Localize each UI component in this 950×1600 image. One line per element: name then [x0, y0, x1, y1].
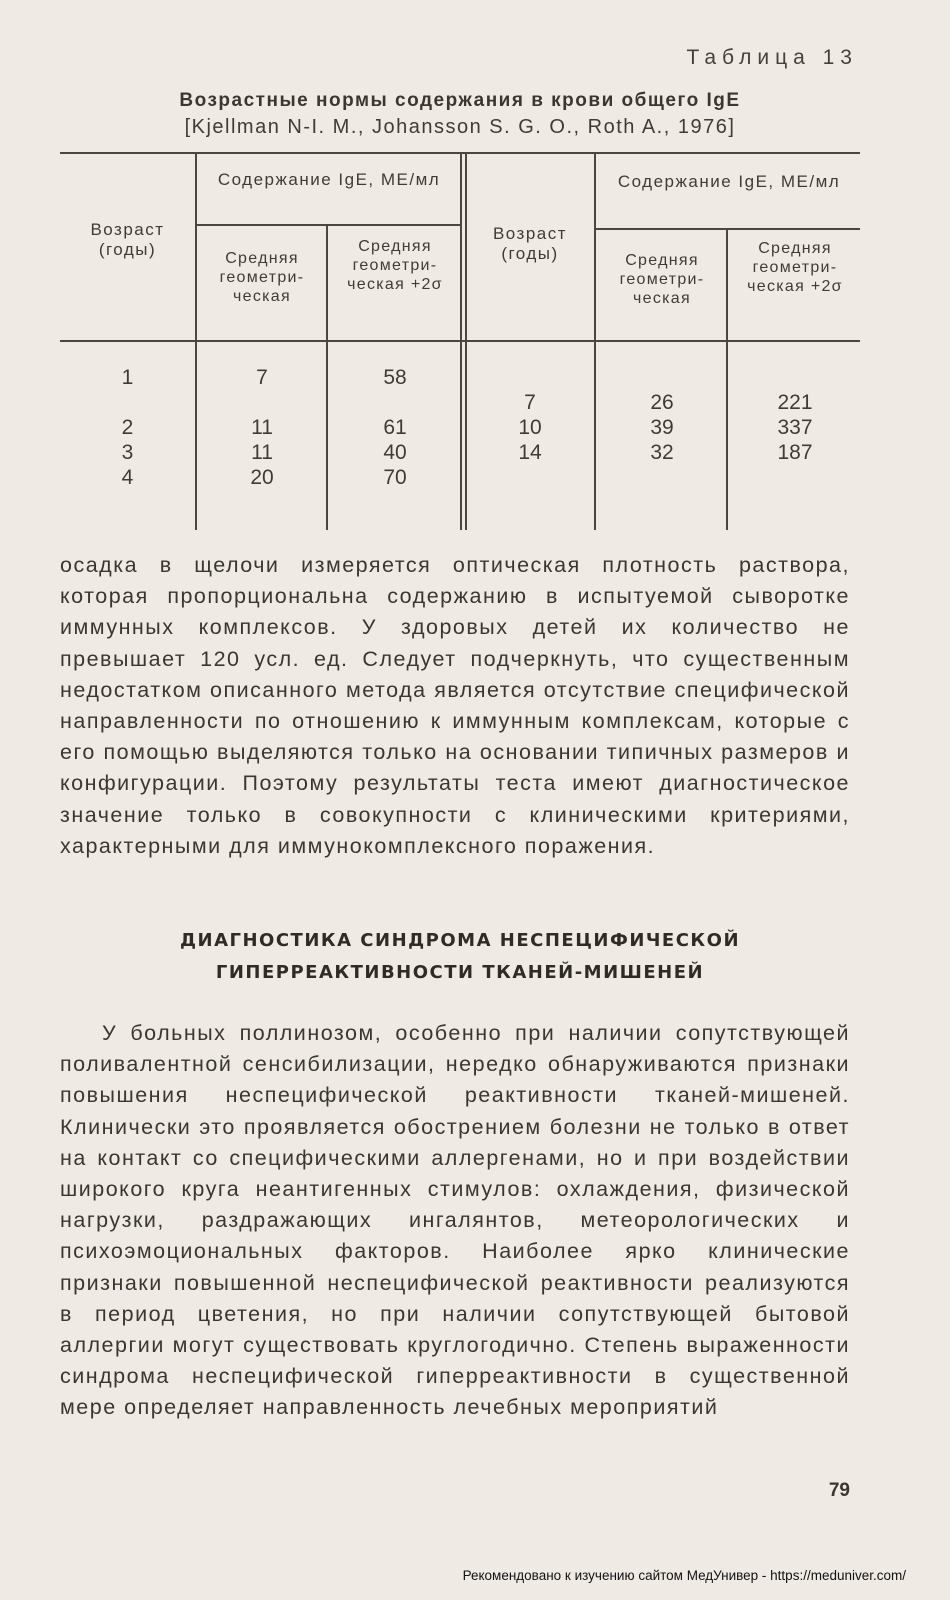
ige-norms-table — [60, 152, 860, 540]
center-double-rule-a — [460, 152, 462, 530]
age-cell: 10 — [518, 416, 542, 439]
left-mean-divider — [326, 224, 328, 530]
header-age-right: Возраст (годы) — [492, 224, 568, 264]
left-age-divider — [195, 152, 197, 530]
age-cell: 7 — [524, 391, 536, 414]
right-age-divider — [594, 152, 596, 530]
header-geo-mean-right: Средняя геометри- ческая — [619, 252, 705, 307]
header-age-left: Возраст (годы) — [90, 220, 165, 260]
geo-mean-2s-cell: 58 — [383, 366, 407, 389]
geo-mean-cell: 11 — [251, 441, 273, 464]
age-cell: 1 — [121, 366, 134, 389]
age-cell: 14 — [518, 441, 542, 464]
right-mean-divider — [726, 228, 728, 530]
center-double-rule-b — [465, 152, 467, 530]
header-content-left: Содержание IgE, МЕ/мл — [217, 170, 441, 189]
age-cell: 4 — [121, 466, 134, 489]
age-cell: 2 — [121, 416, 134, 439]
geo-mean-2s-cell: 187 — [777, 441, 813, 464]
table-number: Таблица 13 — [686, 46, 858, 69]
geo-mean-cell: 32 — [650, 441, 674, 464]
header-geo-mean-2s-left: Средняя геометри- ческая +2σ — [347, 238, 443, 293]
geo-mean-2s-cell: 221 — [777, 391, 813, 414]
body-paragraph-2: У больных поллинозом, особенно при наличии сопутствующей поливалентной сенсибилизации, нередко обнаруживаются признаки повышения неспецифической реактивности тканей-мишеней. Клинически это проявляется обострением болезни не только в ответ на контакт со специфическими аллергенами, но и при воздействии широкого круга неантигенных стимулов: охлаждения, физической нагрузки, раздражающих ингалянтов, метеорологических и психоэмоциональных факторов. Наиболее ярко клинические признаки повышенной неспецифической реактивности реализуются в период цветения, но при наличии сопутствующей бытовой аллергии могут существовать круглогодично. Степень выраженности синдрома неспецифической гиперреактивности в существенной мере определяет направленность лечебных мероприятий — [60, 1021, 850, 1420]
header-geo-mean-left: Средняя геометри- ческая — [219, 250, 305, 305]
header-content-right: Содержание IgE, МЕ/мл — [617, 172, 841, 191]
geo-mean-2s-cell: 61 — [383, 416, 407, 439]
geo-mean-2s-cell: 337 — [777, 416, 813, 439]
header-geo-mean-2s-right: Средняя геометри- ческая +2σ — [747, 240, 843, 295]
age-cell: 3 — [121, 441, 134, 464]
geo-mean-2s-cell: 40 — [383, 441, 407, 464]
section-heading-line-1: ДИАГНОСТИКА СИНДРОМА НЕСПЕЦИФИЧЕСКОЙ — [179, 930, 741, 951]
section-heading-line-2: ГИПЕРРЕАКТИВНОСТИ ТКАНЕЙ-МИШЕНЕЙ — [215, 962, 705, 983]
geo-mean-cell: 7 — [256, 366, 268, 389]
geo-mean-cell: 39 — [650, 416, 674, 439]
geo-mean-cell: 20 — [250, 466, 274, 489]
table-caption-reference: [Kjellman N-I. M., Johansson S. G. O., Roth A., 1976] — [184, 116, 736, 138]
geo-mean-2s-cell: 70 — [383, 466, 407, 489]
geo-mean-cell: 11 — [251, 416, 273, 439]
table-caption-title: Возрастные нормы содержания в крови общего IgE — [179, 90, 741, 111]
page-number: 79 — [828, 1480, 850, 1501]
footer-watermark: Рекомендовано к изучению сайтом МедУнивер - https://meduniver.com/ — [462, 1568, 906, 1583]
geo-mean-cell: 26 — [650, 391, 674, 414]
body-paragraph-1: осадка в щелочи измеряется оптическая плотность раствора, которая пропорциональна содержанию в испытуемой сыворотке иммунных комплексов. У здоровых детей их количество не превышает 120 усл. ед. Следует подчеркнуть, что существенным недостатком описанного метода является отсутствие специфической направленности по отношению к иммунным комплексам, которые с его помощью выделяются только на основании типичных размеров и конфигурации. Поэтому результаты теста имеют диагностическое значение только в совокупности с клиническими критериями, характерными для иммунокомплексного поражения. — [60, 553, 850, 858]
